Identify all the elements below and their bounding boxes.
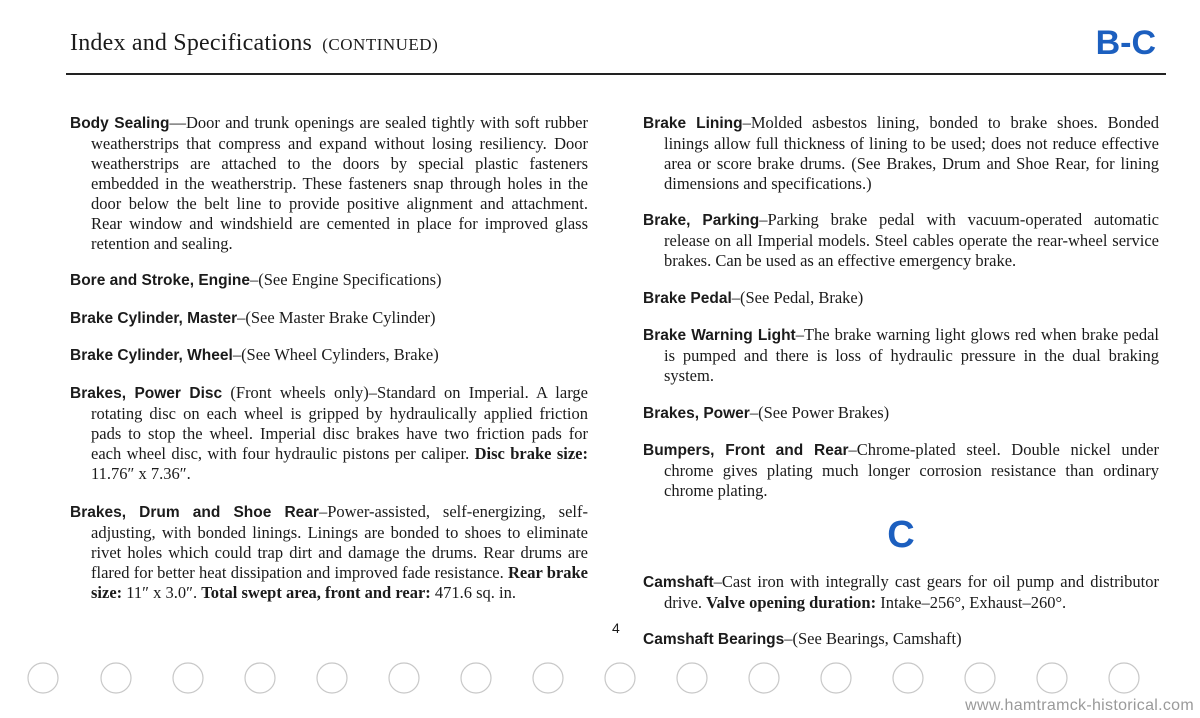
entry-text: –(See Engine Specifications): [250, 270, 442, 289]
header-divider: [66, 73, 1166, 75]
header-continued-label: (CONTINUED): [322, 35, 439, 54]
site-watermark: www.hamtramck-historical.com: [965, 697, 1194, 714]
entry-text: –(See Bearings, Camshaft): [784, 629, 962, 648]
entry-text: –(See Pedal, Brake): [731, 287, 864, 307]
spec-label: Disc brake size:: [474, 443, 588, 463]
binding-hole: [821, 663, 851, 693]
section-letter-heading: C: [887, 514, 915, 556]
entry-brake-lining: [643, 113, 1159, 194]
entry-bore-and-stroke: [70, 270, 588, 291]
entry-camshaft: [643, 572, 1159, 613]
binding-hole: [533, 663, 563, 693]
entry-term: Bore and Stroke, Engine: [70, 272, 251, 289]
entry-text: –The brake warning light glows red when brake pedal is pumped and there is loss of hydraulic pressure in the dual braking system.: [664, 325, 1159, 385]
entry-term: Brake, Parking: [643, 212, 760, 229]
entry-term: Brakes, Power Disc: [70, 384, 223, 402]
binding-hole: [28, 663, 58, 693]
entry-term: Bumpers, Front and Rear: [643, 442, 849, 459]
entry-brake-cylinder-master: [70, 308, 588, 329]
entry-camshaft-bearings: [643, 629, 1159, 650]
entry-text: —Door and trunk openings are sealed tightly with soft rubber weatherstrips that compress and expand without losing resiliency. Door weatherstrips are attached to the doors by special plastic fasteners embedded in the weatherstrip. These fasteners snap through holes in the door below the belt line to provide positive alignment and attachment. Rear window and windshield are cemented in place for improved glass retention and sealing.: [91, 112, 588, 253]
entry-term: Brake Cylinder, Master: [70, 309, 238, 327]
binding-hole: [317, 663, 347, 693]
binding-hole: [173, 663, 203, 693]
entry-text: –Chrome-plated steel. Double nickel under chrome gives plating much longer corrosion resistance than ordinary chrome plating.: [664, 440, 1159, 500]
spec-label: Total swept area, front and rear:: [201, 582, 431, 602]
entry-text: –(See Wheel Cylinders, Brake): [232, 345, 439, 364]
entry-bumpers: [643, 440, 1159, 501]
entry-brake-cylinder-wheel: [70, 345, 588, 366]
spec-value: 11″ x 3.0″.: [122, 582, 202, 602]
entry-term: Brake Lining: [643, 114, 743, 132]
binding-hole: [605, 663, 635, 693]
binding-hole: [461, 663, 491, 693]
spec-value: Intake–256°, Exhaust–260°.: [876, 592, 1067, 612]
binding-hole: [677, 663, 707, 693]
entry-body-sealing: [70, 113, 588, 254]
page-number: 4: [612, 620, 620, 636]
binding-hole: [1109, 663, 1139, 693]
entry-term: Brake Cylinder, Wheel: [70, 347, 233, 364]
entry-text: –Power-assisted, self-energizing, self-adjusting, with bonded linings. Linings are bonded to shoes to eliminate rivet holes which could trap dirt and damage the drums. Rear drums are flared for better heat dissipation and improved fade resistance.: [91, 501, 588, 582]
entry-brake-warning-light: [643, 325, 1159, 386]
binding-holes: [0, 660, 1200, 700]
entry-text: –Parking brake pedal with vacuum-operated automatic release on all Imperial models. Steel cables operate the rear-wheel service brakes. Can be used as an effective emergency brake.: [664, 210, 1159, 270]
spec-value: 471.6 sq. in.: [430, 582, 517, 602]
entry-term: Brake Pedal: [643, 289, 732, 307]
entry-text: –Cast iron with integrally cast gears for oil pump and distributor drive.: [664, 571, 1159, 612]
spec-value: 11.76″ x 7.36″.: [91, 463, 191, 483]
entry-term: Camshaft Bearings: [643, 631, 785, 648]
binding-hole: [101, 663, 131, 693]
binding-hole: [749, 663, 779, 693]
header-title-text: Index and Specifications: [70, 30, 313, 56]
section-badge: B-C: [1095, 24, 1156, 62]
entry-brakes-drum-and-shoe-rear: [70, 502, 588, 603]
binding-hole: [389, 663, 419, 693]
left-column: [70, 96, 588, 611]
binding-hole: [893, 663, 923, 693]
spec-label: Rear brake size:: [91, 562, 588, 602]
entry-text: –Molded asbestos lining, bonded to brake shoes. Bonded linings allow full thickness of lining to be used; does not reduce effective area or score brake drums. (See Brakes, Drum and Shoe Rear, for lining dimensions and specifications.): [664, 112, 1159, 193]
entry-brake-parking: [643, 210, 1159, 271]
entry-term: Camshaft: [643, 573, 714, 591]
entry-term: Brakes, Power: [643, 404, 750, 422]
spec-label: Valve opening duration:: [706, 592, 877, 612]
right-column: [643, 96, 1159, 658]
binding-hole: [965, 663, 995, 693]
entry-term: Body Sealing: [70, 114, 170, 132]
entry-term: Brakes, Drum and Shoe Rear: [70, 503, 319, 521]
page-header-title: [70, 30, 438, 57]
entry-text: (Front wheels only)–Standard on Imperial. A large rotating disc on each wheel is gripped by hydraulically applied friction pads to stop the wheel. Imperial disc brakes have two friction pads for each wheel disc, with four hydraulic pistons per caliper.: [91, 382, 588, 463]
entry-brakes-power: [643, 403, 1159, 424]
entry-term: Brake Warning Light: [643, 327, 796, 344]
entry-text: –(See Master Brake Cylinder): [237, 307, 436, 327]
binding-hole: [1037, 663, 1067, 693]
binding-hole: [245, 663, 275, 693]
entry-brake-pedal: [643, 288, 1159, 309]
entry-text: –(See Power Brakes): [749, 402, 890, 422]
entry-brakes-power-disc: [70, 383, 588, 484]
